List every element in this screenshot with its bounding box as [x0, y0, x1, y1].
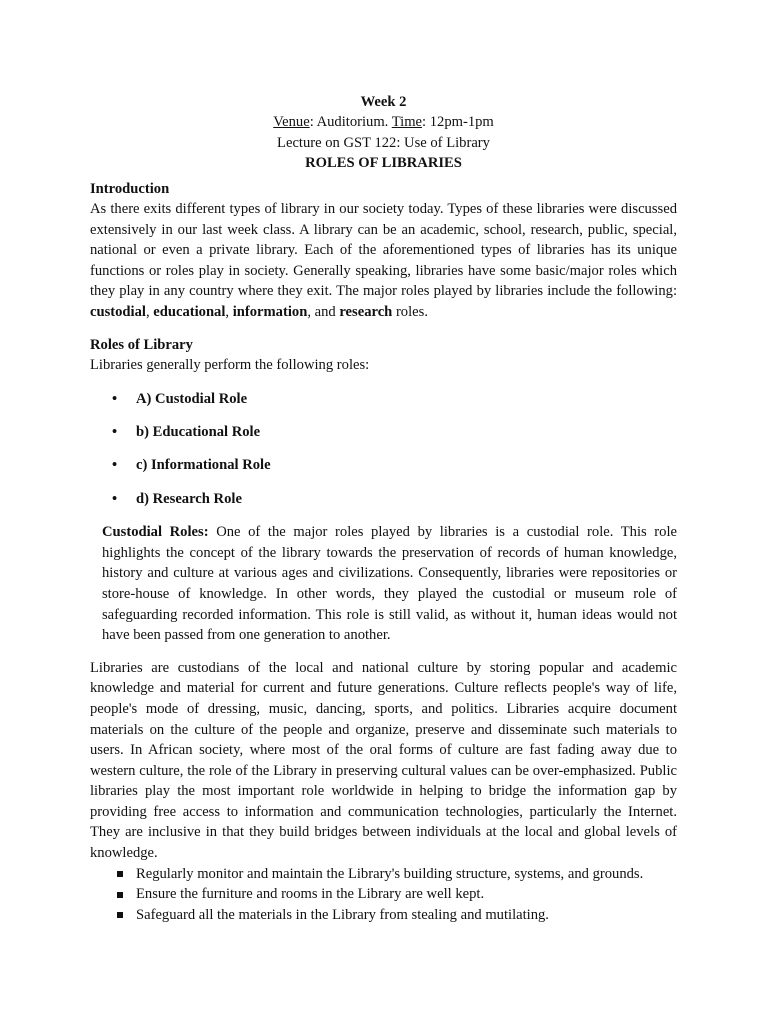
list-item: • d) Research Role — [112, 490, 242, 507]
time-value: : 12pm-1pm — [422, 114, 494, 131]
week-title: Week 2 — [360, 94, 407, 110]
keyword-research: research — [339, 304, 393, 320]
square-bullet-icon — [117, 892, 123, 898]
list-item: Safeguard all the materials in the Library from stealing and mutilating. — [90, 905, 677, 926]
duties-list — [90, 864, 677, 926]
roles-heading: Roles of Library — [90, 336, 193, 353]
roles-intro: Libraries generally perform the following roles: — [90, 357, 370, 373]
bullet-icon: • — [112, 423, 118, 440]
custodial-paragraph — [102, 522, 677, 646]
introduction-text: As there exits different types of library in our society today. Types of these libraries were discussed extensively in our last week class. A library can be an academic, school, research, public, special, national or even a private library. Each of the aforementioned types of libraries has its unique functions or roles play in society. Generally speaking, libraries have some basic/major roles which they play in any country where they exit. The major roles played by libraries include the following: — [90, 201, 677, 300]
bullet-icon: • — [112, 490, 118, 507]
bullet-icon: • — [112, 457, 118, 474]
culture-paragraph: Libraries are custodians of the local and national culture by storing popular and academic knowledge and material for current and future generations. Culture reflects people's way of life, people's mode of dressing, music, dancing, sports, and politics. Libraries acquire document materials on the culture of the people and organize, preserve and disseminate such materials to users. In African society, where most of the oral forms of culture are fast fading away due to western culture, the role of the Library in preserving cultural values can be over-emphasized. Public libraries play the most important role worldwide in helping to bridge the information gap by providing free access to information and communication technologies, particularly the Internet. They are inclusive in that they build bridges between individuals at the local and global levels of knowledge. — [90, 659, 677, 862]
roles-list — [90, 389, 677, 523]
time-label: Time — [391, 114, 423, 131]
venue-value: : Auditorium. — [309, 114, 392, 131]
keyword-educational: educational — [153, 304, 226, 320]
square-bullet-icon — [117, 912, 123, 918]
introduction-heading: Introduction — [90, 180, 170, 197]
venue-time-line — [90, 112, 677, 132]
custodial-text: One of the major roles played by libraries is a custodial role. This role highlights the concept of the library towards the preservation of records of human knowledge, history and culture at various ages and civilizations. Consequently, libraries were repositories or store-house of knowledge. In other words, they played the custodial or museum role of safeguarding recorded information. This role is still valid, as without it, human ideas would not have been passed from one generation to another. — [102, 524, 678, 644]
square-bullet-icon — [117, 871, 123, 877]
list-item: Ensure the furniture and rooms in the Library are well kept. — [90, 884, 677, 905]
document-page — [90, 92, 677, 925]
keyword-custodial: custodial — [90, 304, 146, 320]
keyword-information: information — [232, 304, 308, 320]
bullet-icon: • — [112, 390, 118, 407]
lecture-line: Lecture on GST 122: Use of Library — [277, 134, 490, 151]
introduction-paragraph: As there exits different types of library in our society today. Types of these libraries were discussed extensively in our last week class. A library can be an academic, school, research, public, special, national or even a private library. Each of the aforementioned types of libraries has its unique functions or roles play in society. Generally speaking, libraries have some basic/major roles which they play in any country where they exit. The major roles played by libraries include the following: custodial, educational, information, and research roles. — [90, 201, 677, 320]
document-title: ROLES OF LIBRARIES — [305, 155, 462, 172]
list-item: • A) Custodial Role — [112, 390, 248, 407]
list-item: • c) Informational Role — [112, 457, 271, 474]
custodial-lead: Custodial Roles: — [102, 524, 209, 541]
venue-label: Venue — [273, 114, 310, 131]
document-header — [90, 92, 677, 174]
list-item: • b) Educational Role — [112, 423, 261, 440]
list-item: Regularly monitor and maintain the Library's building structure, systems, and grounds. — [90, 864, 677, 885]
